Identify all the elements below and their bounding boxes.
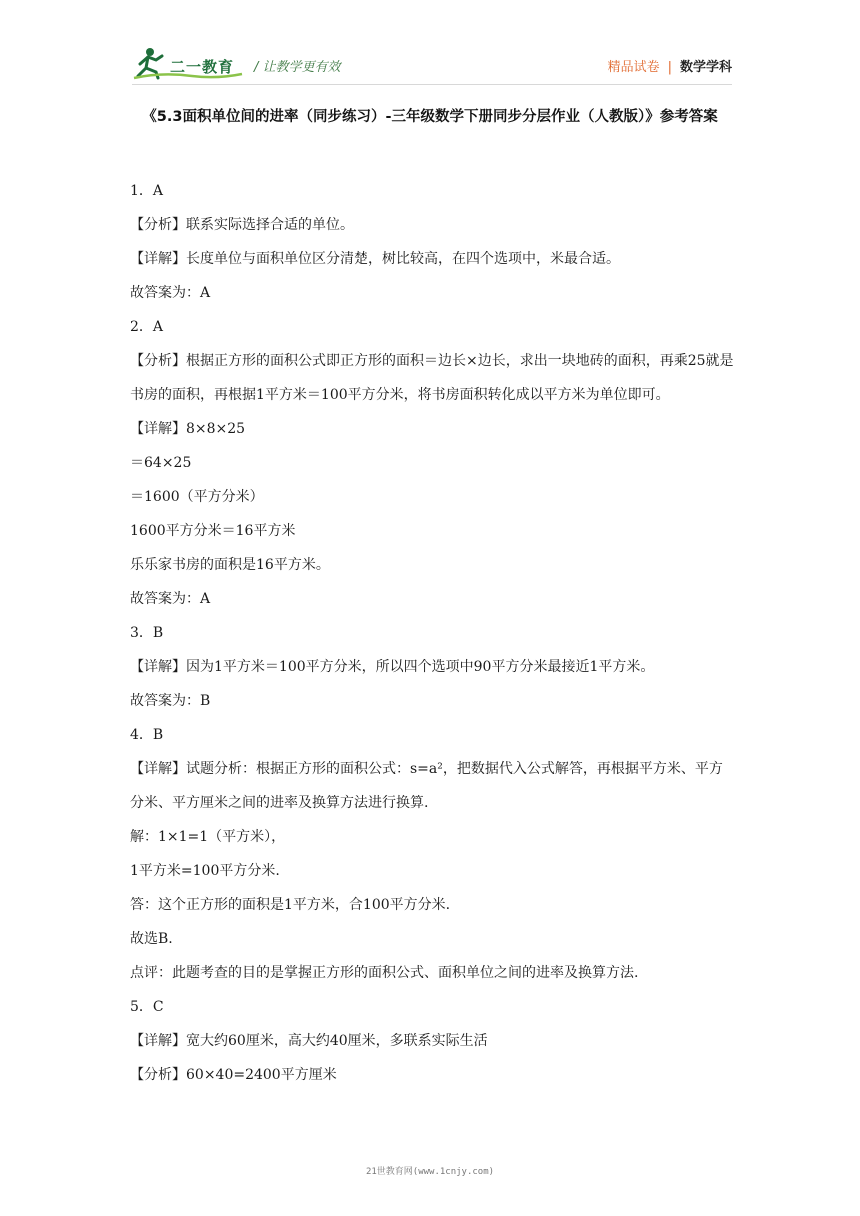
answer-line: 乐乐家书房的面积是16平方米。 xyxy=(130,557,330,573)
answer-line: 1．A xyxy=(130,183,164,199)
header-divider xyxy=(132,84,732,85)
header-subject xyxy=(608,56,732,75)
page-header xyxy=(132,44,732,86)
answer-line: 【详解】8×8×25 xyxy=(130,421,246,437)
header-separator: | xyxy=(667,60,672,75)
page-footer: 21世教育网(www.1cnjy.com) xyxy=(365,1167,495,1177)
logo xyxy=(132,46,244,80)
answer-paragraph: 【分析】根据正方形的面积公式即正方形的面积＝边长×边长，求出一块地砖的面积，再乘25就是书房的面积，再根据1平方米＝100平方分米，将书房面积转化成以平方米为单位即可。 xyxy=(130,353,734,403)
answer-line: 故答案为：A xyxy=(130,285,211,301)
answer-line: 【分析】联系实际选择合适的单位。 xyxy=(130,217,354,233)
answer-line: ＝1600（平方分米） xyxy=(130,489,264,505)
answer-line: 【详解】因为1平方米＝100平方分米，所以四个选项中90平方分米最接近1平方米。 xyxy=(130,659,655,675)
answer-line: 2．A xyxy=(130,319,164,335)
answer-line: 【分析】60×40=2400平方厘米 xyxy=(130,1067,337,1083)
logo-text: 二一教育 xyxy=(170,58,235,76)
answer-line: 故答案为：B xyxy=(130,693,211,709)
header-label-subject: 数学学科 xyxy=(679,60,732,75)
answer-line: 【详解】长度单位与面积单位区分清楚，树比较高，在四个选项中，米最合适。 xyxy=(130,251,620,267)
answer-content xyxy=(130,174,736,1092)
document-title: 《5.3面积单位间的进率（同步练习）-三年级数学下册同步分层作业（人教版）》参考答案 xyxy=(142,109,718,125)
answer-line: 5．C xyxy=(130,999,164,1015)
answer-line: 点评：此题考查的目的是掌握正方形的面积公式、面积单位之间的进率及换算方法. xyxy=(130,965,639,981)
answer-line: 故答案为：A xyxy=(130,591,211,607)
answer-line: 故选B. xyxy=(130,931,173,947)
answer-line: 1600平方分米＝16平方米 xyxy=(130,523,296,539)
answer-line: 3．B xyxy=(130,625,164,641)
answer-line: 解：1×1=1（平方米）， xyxy=(130,829,286,845)
answer-line: 4．B xyxy=(130,727,164,743)
header-label-premium: 精品试卷 xyxy=(607,60,660,75)
answer-line: ＝64×25 xyxy=(130,455,192,471)
slogan: / 让教学更有效 xyxy=(254,60,341,75)
answer-line: 【详解】宽大约60厘米，高大约40厘米，多联系实际生活 xyxy=(130,1033,488,1049)
answer-line: 答：这个正方形的面积是1平方米，合100平方分米. xyxy=(130,897,451,913)
answer-paragraph: 【详解】试题分析：根据正方形的面积公式：s=a²，把数据代入公式解答，再根据平方米、平方分米、平方厘米之间的进率及换算方法进行换算. xyxy=(130,761,723,811)
answer-line: 1平方米=100平方分米. xyxy=(130,863,280,879)
